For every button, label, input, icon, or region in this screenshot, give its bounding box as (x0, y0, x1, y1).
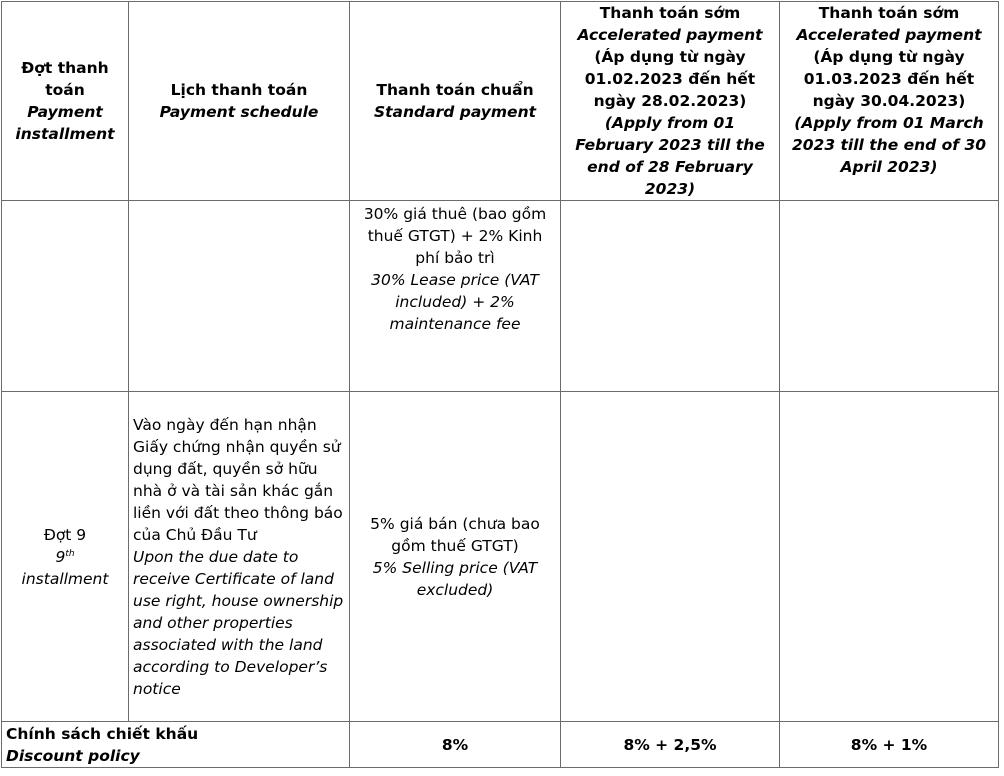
header-accel-mar-period-vi: (Áp dụng từ ngày 01.03.2023 đến hết ngày 30.04.2023) (803, 48, 975, 110)
discount-standard: 8% (350, 722, 561, 768)
row2-schedule-cell (129, 392, 350, 722)
header-accel-mar-en: Accelerated payment (796, 26, 982, 44)
row2-installment-sup: th (65, 548, 75, 559)
header-accelerated-feb (561, 2, 780, 201)
row1-standard-cell (350, 201, 561, 392)
header-accelerated-mar-apr (780, 2, 999, 201)
header-row (2, 2, 999, 201)
row2-installment-cell (2, 392, 129, 722)
row2-accel-feb-cell (561, 392, 780, 722)
header-installment-en: Payment installment (15, 103, 115, 143)
header-schedule-en: Payment schedule (159, 103, 319, 121)
row1-accel-mar-cell (780, 201, 999, 392)
row1-accel-feb-cell (561, 201, 780, 392)
row2-installment-num: 9 (55, 547, 66, 566)
header-accel-feb-period-vi: (Áp dụng từ ngày 01.02.2023 đến hết ngày 28.02.2023) (584, 48, 756, 110)
discount-label-vi: Chính sách chiết khấu (6, 724, 199, 743)
row2-standard-cell (350, 392, 561, 722)
row2-standard-vi: 5% giá bán (chưa bao gồm thuế GTGT) (370, 514, 540, 555)
header-standard-vi: Thanh toán chuẩn (376, 81, 534, 99)
discount-accel-mar-apr: 8% + 1% (780, 722, 999, 768)
header-accel-mar-vi: Thanh toán sớm (818, 4, 960, 22)
header-accel-feb-vi: Thanh toán sớm (599, 4, 741, 22)
header-installment (2, 2, 129, 201)
table-row (2, 201, 999, 392)
header-accel-mar-period-en: (Apply from 01 March 2023 till the end of 30 April 2023) (791, 114, 987, 176)
row1-standard-en: 30% Lease price (VAT included) + 2% maintenance fee (371, 271, 539, 333)
row2-installment-vi: Đợt 9 (43, 525, 87, 544)
header-schedule (129, 2, 350, 201)
table-row (2, 392, 999, 722)
discount-label-en: Discount policy (6, 746, 140, 765)
header-accel-feb-period-en: (Apply from 01 February 2023 till the end of 28 February 2023) (575, 114, 765, 198)
row2-schedule-vi: Vào ngày đến hạn nhận Giấy chứng nhận quyền sử dụng đất, quyền sở hữu nhà ở và tài sản khác gắn liền với đất theo thông báo của Chủ Đầu Tư (133, 415, 343, 544)
discount-accel-feb: 8% + 2,5% (561, 722, 780, 768)
row1-standard-vi: 30% giá thuê (bao gồm thuế GTGT) + 2% Kinh phí bảo trì (363, 205, 547, 267)
discount-row (2, 722, 999, 768)
payment-schedule-table (1, 1, 999, 768)
header-accel-feb-en: Accelerated payment (577, 26, 763, 44)
header-standard-en: Standard payment (373, 103, 537, 121)
row2-standard-en: 5% Selling price (VAT excluded) (372, 558, 538, 599)
header-standard (350, 2, 561, 201)
header-schedule-vi: Lịch thanh toán (170, 81, 308, 99)
header-installment-vi: Đợt thanh toán (21, 59, 109, 99)
row1-installment-cell (2, 201, 129, 392)
row2-accel-mar-cell (780, 392, 999, 722)
row2-schedule-en: Upon the due date to receive Certificate of land use right, house ownership and other properties associated with the land according to Developer’s notice (133, 547, 344, 698)
row2-installment-en (6, 546, 124, 590)
discount-label-cell (2, 722, 350, 768)
row1-schedule-cell (129, 201, 350, 392)
row2-installment-word: installment (21, 569, 109, 588)
